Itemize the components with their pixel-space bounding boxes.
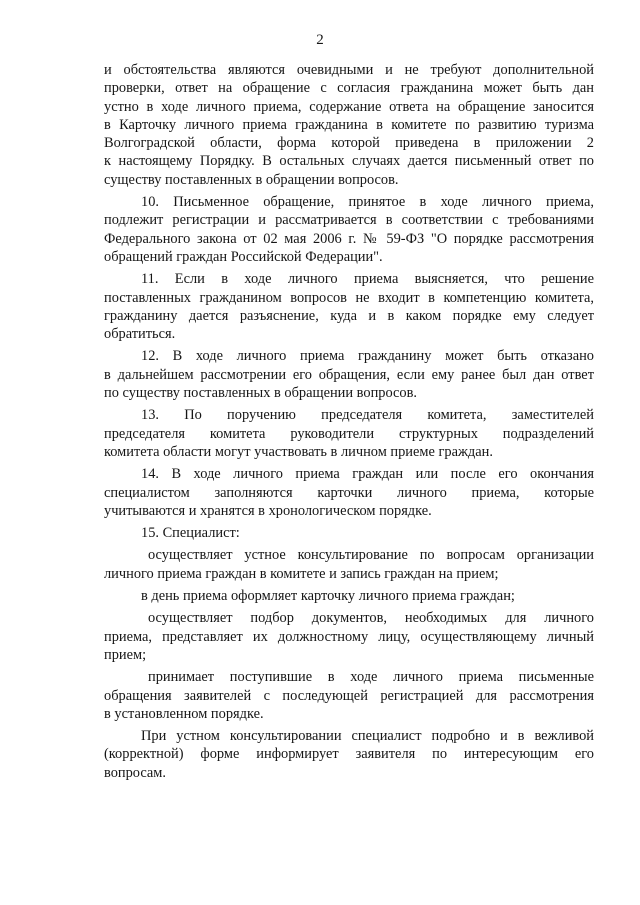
text-line: 10. Письменное обращение, принятое в ходе личного приема,	[141, 194, 594, 211]
paragraph-13	[104, 406, 594, 461]
text-line: Федерального закона от 02 мая 2006 г. № 59-ФЗ "О порядке рассмотрения	[104, 230, 594, 247]
paragraph-14	[104, 465, 594, 520]
text-line: к настоящему Порядку. В остальных случаях дается письменный ответ по	[104, 153, 594, 170]
list-item-appeals	[104, 668, 594, 723]
text-line: 13. По поручению председателя комитета, заместителей	[141, 407, 594, 424]
text-line: учитываются и хранятся в хронологическом порядке.	[104, 502, 432, 519]
text-line: гражданину дается разъяснение, куда и в каком порядке ему следует	[104, 307, 594, 324]
text-line: 15. Специалист:	[141, 525, 240, 542]
text-line: осуществляет подбор документов, необходимых для личного	[148, 610, 594, 627]
text-line: При устном консультировании специалист подробно и в вежливой	[141, 728, 594, 745]
text-line: специалистом заполняются карточки личного приема, которые	[104, 484, 594, 501]
document-body	[104, 61, 594, 782]
text-line: приема, представляет их должностному лицу, осуществляющему личный	[104, 628, 594, 645]
text-line: существу поставленных в обращении вопросов.	[104, 171, 399, 188]
text-line: обращения заявителей с последующей регистрацией для рассмотрения	[104, 687, 594, 704]
text-line: 11. Если в ходе личного приема выясняется, что решение	[141, 271, 594, 288]
text-line: вопросам.	[104, 764, 166, 781]
text-line: (корректной) форме информирует заявителя по интересующим его	[104, 746, 594, 763]
paragraph-15	[104, 524, 594, 542]
page-number: 2	[316, 32, 324, 48]
text-line: поставленных гражданином вопросов не входит в компетенцию комитета,	[104, 289, 594, 306]
text-line: Волгоградской области, форма которой приведена в приложении 2	[104, 135, 594, 152]
text-line: и обстоятельства являются очевидными и не требуют дополнительной	[104, 62, 594, 78]
text-line: в Карточку личного приема гражданина в комитете по развитию туризма	[104, 116, 594, 133]
text-line: председателя комитета руководители структурных подразделений	[104, 425, 594, 442]
text-line: осуществляет устное консультирование по вопросам организации	[148, 547, 594, 564]
text-line: личного приема граждан в комитете и запись граждан на прием;	[104, 565, 499, 582]
text-line: устно в ходе личного приема, содержание ответа на обращение заносится	[104, 98, 594, 115]
text-line: комитета области могут участвовать в личном приеме граждан.	[104, 443, 493, 460]
paragraph-continuation	[104, 61, 594, 189]
text-line: в установленном порядке.	[104, 705, 264, 722]
list-item-consulting	[104, 546, 594, 583]
text-line: обратиться.	[104, 326, 176, 343]
list-item-documents	[104, 609, 594, 664]
text-line: прием;	[104, 646, 147, 663]
paragraph-oral-consulting	[104, 727, 594, 782]
text-line: принимает поступившие в ходе личного приема письменные	[148, 669, 594, 686]
list-item-card	[104, 587, 594, 605]
text-line: обращений граждан Российской Федерации".	[104, 248, 383, 265]
text-line: по существу поставленных в обращении вопросов.	[104, 385, 417, 402]
paragraph-10	[104, 193, 594, 266]
text-line: подлежит регистрации и рассматривается в соответствии с требованиями	[104, 212, 594, 229]
text-line: проверки, ответ на обращение с согласия гражданина может быть дан	[104, 80, 594, 97]
text-line: в дальнейшем рассмотрении его обращения, если ему ранее был дан ответ	[104, 366, 594, 383]
paragraph-12	[104, 347, 594, 402]
text-line: 12. В ходе личного приема гражданину может быть отказано	[141, 348, 594, 365]
text-line: 14. В ходе личного приема граждан или после его окончания	[141, 466, 594, 483]
paragraph-11	[104, 270, 594, 343]
text-line: в день приема оформляет карточку личного приема граждан;	[141, 588, 515, 605]
